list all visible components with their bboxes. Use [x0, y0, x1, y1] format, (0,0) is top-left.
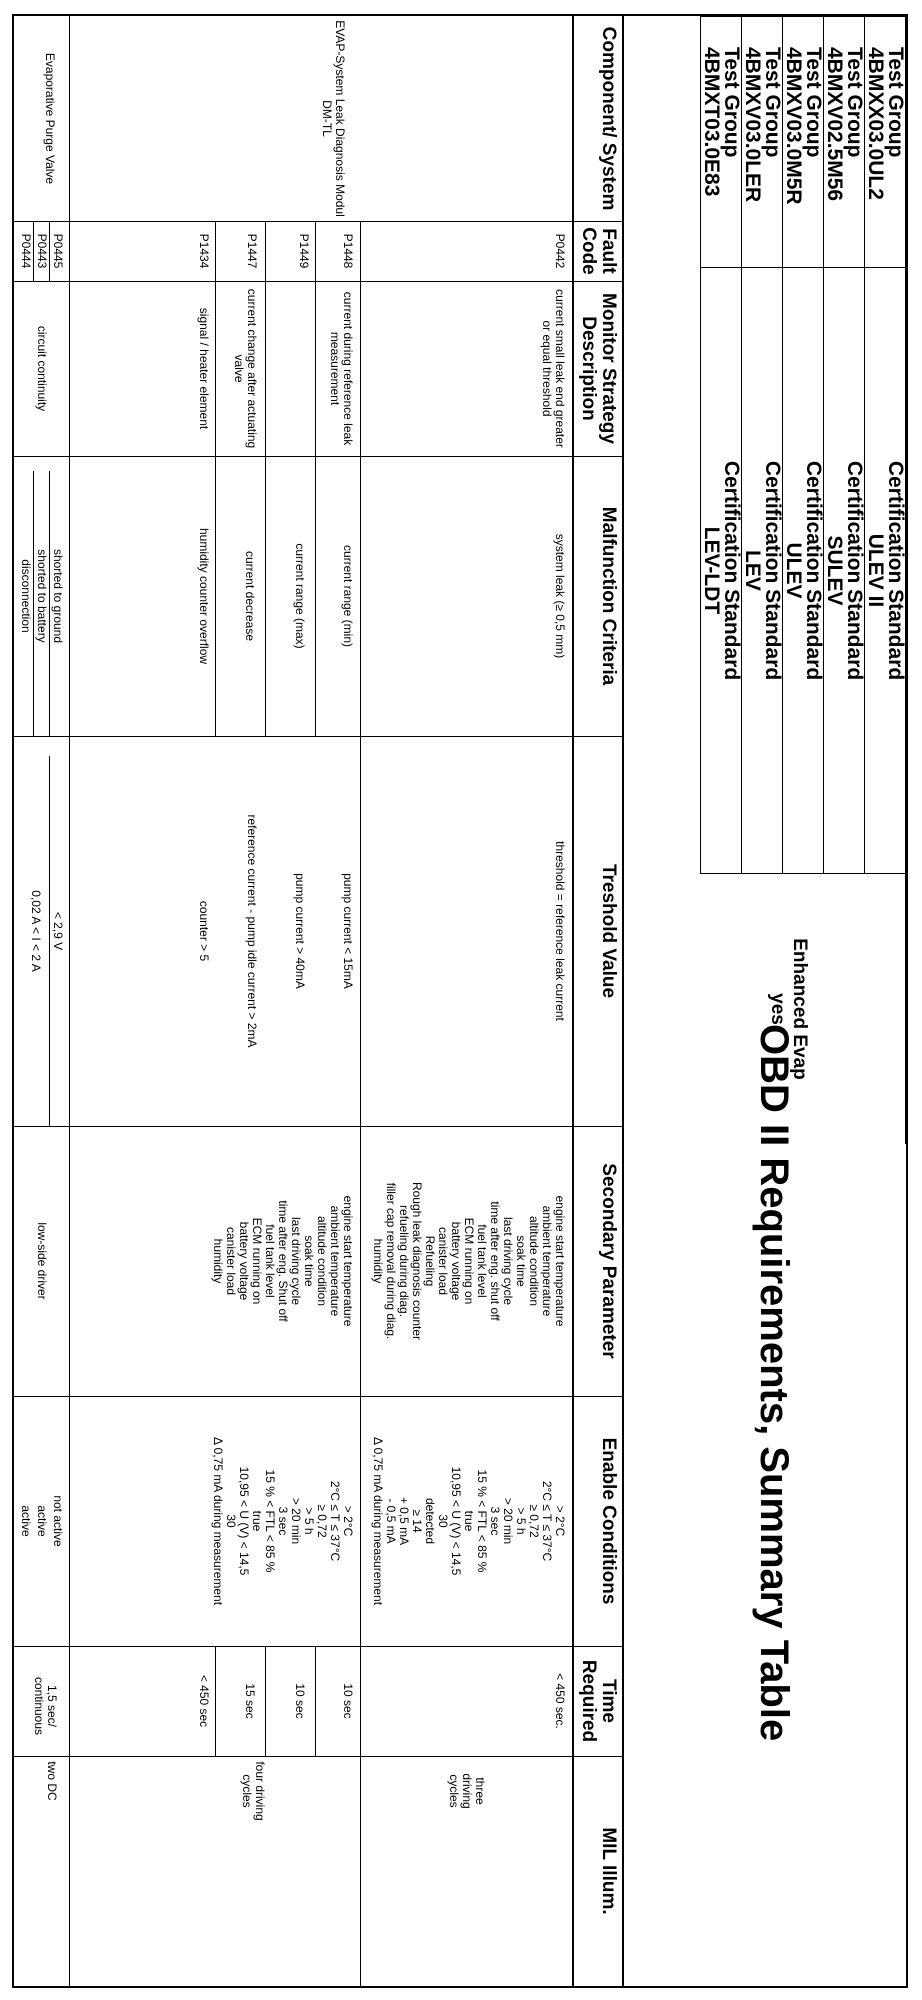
- code-p0445: P0445: [51, 233, 65, 269]
- col-component: Component/ System: [572, 16, 624, 221]
- enable-shared: [211, 1396, 354, 1646]
- code-p0442: P0442: [553, 233, 567, 269]
- code-p0443: P0443: [35, 233, 49, 269]
- enable-condition: > 20 min: [501, 1497, 515, 1545]
- secondary-shared: [211, 1126, 354, 1396]
- secondary-parameter: time after eng. shut off: [488, 1201, 502, 1321]
- threshold-purge-current: 0,02 A < I < 2 A: [29, 890, 43, 972]
- enable-condition: 10,95 < U (V) < 14,5: [237, 1466, 251, 1576]
- secondary-parameter: canister load: [224, 1226, 238, 1296]
- enable-condition: 10,95 < U (V) < 14,5: [449, 1466, 463, 1576]
- enable-condition: > 5 h: [302, 1507, 316, 1535]
- enable-condition: true: [462, 1510, 476, 1532]
- certification-standard: [742, 268, 783, 874]
- time-p1447: 15 sec: [243, 1683, 257, 1719]
- secondary-parameter: Rough leak diagnosis counter: [410, 1181, 424, 1341]
- enable-condition: ≥ 0,72: [315, 1504, 329, 1538]
- enable-condition: true: [250, 1510, 264, 1532]
- enable-condition: > 20 min: [289, 1497, 303, 1545]
- col-time: Time Required: [572, 1646, 624, 1756]
- col-monitor: Monitor Strategy Description: [572, 281, 624, 456]
- secondary-parameter: altitude condition: [315, 1215, 329, 1307]
- page-title-cell: [624, 1024, 906, 1986]
- component-purge-valve: Evaporative Purge Valve: [43, 52, 57, 185]
- certification-label: Certification Standard: [843, 460, 866, 681]
- code-p1447: P1447: [245, 233, 259, 269]
- certification-value: LEV-LDT: [700, 526, 723, 615]
- enable-condition: ≥ 0,72: [527, 1504, 541, 1538]
- test-group-row: [824, 17, 865, 874]
- test-group-row: [783, 17, 824, 874]
- time-purge: 1,5 sec/ continuous: [32, 1676, 59, 1736]
- enable-condition: 3 sec: [276, 1506, 290, 1536]
- col-enable: Enable Conditions: [572, 1396, 624, 1646]
- secondary-parameter: fuel tank level: [475, 1224, 489, 1298]
- enable-condition: 2°C ≤ T ≤ 37°C: [540, 1480, 554, 1562]
- certification-standard: [783, 268, 824, 874]
- secondary-parameter: Refueling: [423, 1235, 437, 1287]
- test-group-id: Test Group 4BMXV02.5M56: [824, 17, 865, 268]
- mil-p0442: three driving cycles: [447, 1773, 487, 1809]
- secondary-parameter: humidity: [211, 1238, 225, 1284]
- col-secondary: Secondary Parameter: [572, 1126, 624, 1396]
- test-group-id: Test Group 4BMXX03.0UL2: [865, 17, 906, 268]
- enhanced-evap-value: yes: [767, 993, 788, 1025]
- document-frame: [12, 14, 908, 1988]
- malfunction-p0442: system leak (≥ 0,5 mm): [553, 533, 567, 659]
- mil-shared: four driving cycles: [240, 1761, 267, 1821]
- enable-condition: > 2°C: [341, 1505, 355, 1537]
- time-p0442: < 450 sec.: [553, 1673, 567, 1729]
- enable-p0442: [371, 1396, 566, 1646]
- certification-value: ULEV: [782, 542, 805, 599]
- secondary-parameter: engine start temperature: [341, 1195, 355, 1327]
- col-malfunction: Malfunction Criteria: [572, 456, 624, 736]
- enable-condition: > 2°C: [553, 1505, 567, 1537]
- malfunction-p1434: humidity counter overflow: [197, 527, 211, 665]
- secondary-purge: low-side driver: [35, 1222, 49, 1300]
- test-group-id: Test Group 4BMXT03.0E83: [701, 17, 742, 268]
- enable-condition: 30: [224, 1514, 238, 1528]
- enable-condition: ≥ 14: [410, 1509, 424, 1533]
- enable-condition: 15 % < FTL < 85 %: [263, 1469, 277, 1573]
- threshold-p1449: pump current > 40mA: [293, 873, 307, 989]
- secondary-parameter: battery voltage: [237, 1221, 251, 1301]
- enable-condition: 15 % < FTL < 85 %: [475, 1469, 489, 1573]
- certification-label: Certification Standard: [720, 460, 743, 681]
- secondary-parameter: ECM running on: [250, 1217, 264, 1305]
- secondary-parameter: fuel tank level: [263, 1224, 277, 1298]
- enable-condition: detected: [423, 1497, 437, 1545]
- test-group-row: [701, 17, 742, 874]
- threshold-p1448: pump current < 15mA: [341, 873, 355, 989]
- enable-condition: Δ 0,75 mA during measurement: [211, 1436, 225, 1606]
- code-p1448: P1448: [341, 233, 355, 269]
- secondary-parameter: canister load: [436, 1226, 450, 1296]
- test-group-row: [742, 17, 783, 874]
- secondary-parameter: altitude condition: [527, 1215, 541, 1307]
- component-evap-leak: EVAP-System Leak Diagnosis Modul DM-TL: [320, 20, 347, 217]
- secondary-parameter: humidity: [371, 1238, 385, 1284]
- secondary-parameter: soak time: [302, 1235, 316, 1287]
- threshold-p1434: counter > 5: [197, 900, 211, 962]
- enable-condition: 3 sec: [488, 1506, 502, 1536]
- time-p1448: 10 sec: [341, 1683, 355, 1719]
- test-group-table: [700, 16, 906, 874]
- certification-standard: [865, 268, 906, 874]
- certification-standard: [701, 268, 742, 874]
- threshold-purge-voltage: < 2,9 V: [51, 911, 65, 951]
- secondary-parameter: battery voltage: [449, 1221, 463, 1301]
- header-block: [624, 16, 906, 1986]
- enable-condition: > 5 h: [514, 1507, 528, 1535]
- enable-condition: Δ 0,75 mA during measurement: [371, 1436, 385, 1606]
- secondary-parameter: last driving cycle: [501, 1216, 515, 1306]
- enable-condition: 30: [436, 1514, 450, 1528]
- malfunction-p1449: current range (max): [293, 543, 307, 649]
- col-fault: Fault Code: [572, 221, 624, 281]
- secondary-parameter: soak time: [514, 1235, 528, 1287]
- enhanced-evap-label: Enhanced Evap: [789, 938, 810, 1080]
- certification-label: Certification Standard: [802, 460, 825, 681]
- certification-standard: [824, 268, 865, 874]
- secondary-parameter: filler cap removal during diag.: [384, 1182, 398, 1340]
- threshold-p1447: reference current - pump idle current > 2mA: [245, 814, 259, 1048]
- time-p1449: 10 sec: [293, 1683, 307, 1719]
- code-p1434: P1434: [197, 233, 211, 269]
- secondary-parameter: ECM running on: [462, 1217, 476, 1305]
- malfunction-purge-ground: shorted to ground: [51, 548, 65, 644]
- secondary-parameter: engine start temperature: [553, 1195, 567, 1327]
- secondary-parameter: ambient temperature: [540, 1205, 554, 1317]
- secondary-parameter: ambient temperature: [328, 1205, 342, 1317]
- monitor-p0442: current small leak end greater or equal threshold: [540, 289, 567, 448]
- secondary-parameter: time after eng. Shut off: [276, 1200, 290, 1322]
- secondary-parameter: refueling during diag.: [397, 1204, 411, 1318]
- test-group-id: Test Group 4BMXV03.0LER: [742, 17, 783, 268]
- col-threshold: Treshold Value: [572, 736, 624, 1126]
- threshold-p0442: threshold = reference leak current: [553, 841, 567, 1021]
- enable-condition: - 0,5 mA: [384, 1498, 398, 1544]
- test-group-row: [865, 17, 906, 874]
- col-mil: MIL Illum.: [572, 1756, 624, 1986]
- enable-purge-1: not active: [51, 1495, 65, 1547]
- secondary-p0442: [371, 1126, 566, 1396]
- certification-value: ULEV II: [864, 533, 887, 608]
- code-p0444: P0444: [19, 233, 33, 269]
- enable-purge-2: active: [35, 1505, 49, 1537]
- time-p1434: < 450 sec: [197, 1674, 211, 1728]
- page-title: OBD II Requirements, Summary Table: [752, 1024, 796, 1742]
- certification-label: Certification Standard: [761, 460, 784, 681]
- enable-condition: 2°C ≤ T ≤ 37°C: [328, 1480, 342, 1562]
- monitor-p1447: current change after actuating valve: [232, 288, 259, 449]
- malfunction-p1447: current decrease: [243, 550, 257, 642]
- mil-purge: two DC: [45, 1761, 59, 1801]
- monitor-p1434: signal / heater element: [197, 307, 211, 430]
- malfunction-purge-battery: shorted to battery: [35, 549, 49, 643]
- malfunction-p1448: current range (min): [341, 544, 355, 648]
- secondary-parameter: last driving cycle: [289, 1216, 303, 1306]
- code-p1449: P1449: [297, 233, 311, 269]
- monitor-p1448: current during reference leak measurement: [328, 291, 355, 446]
- certification-value: SULEV: [823, 535, 846, 606]
- test-group-id: Test Group 4BMXV03.0M5R: [783, 17, 824, 268]
- monitor-purge: circuit continuity: [35, 325, 49, 412]
- certification-label: Certification Standard: [884, 460, 907, 681]
- malfunction-purge-disconnect: disconnection: [19, 559, 33, 633]
- enable-purge-3: active: [19, 1505, 33, 1537]
- certification-value: LEV: [741, 550, 764, 591]
- enable-condition: + 0,5 mA: [397, 1496, 411, 1546]
